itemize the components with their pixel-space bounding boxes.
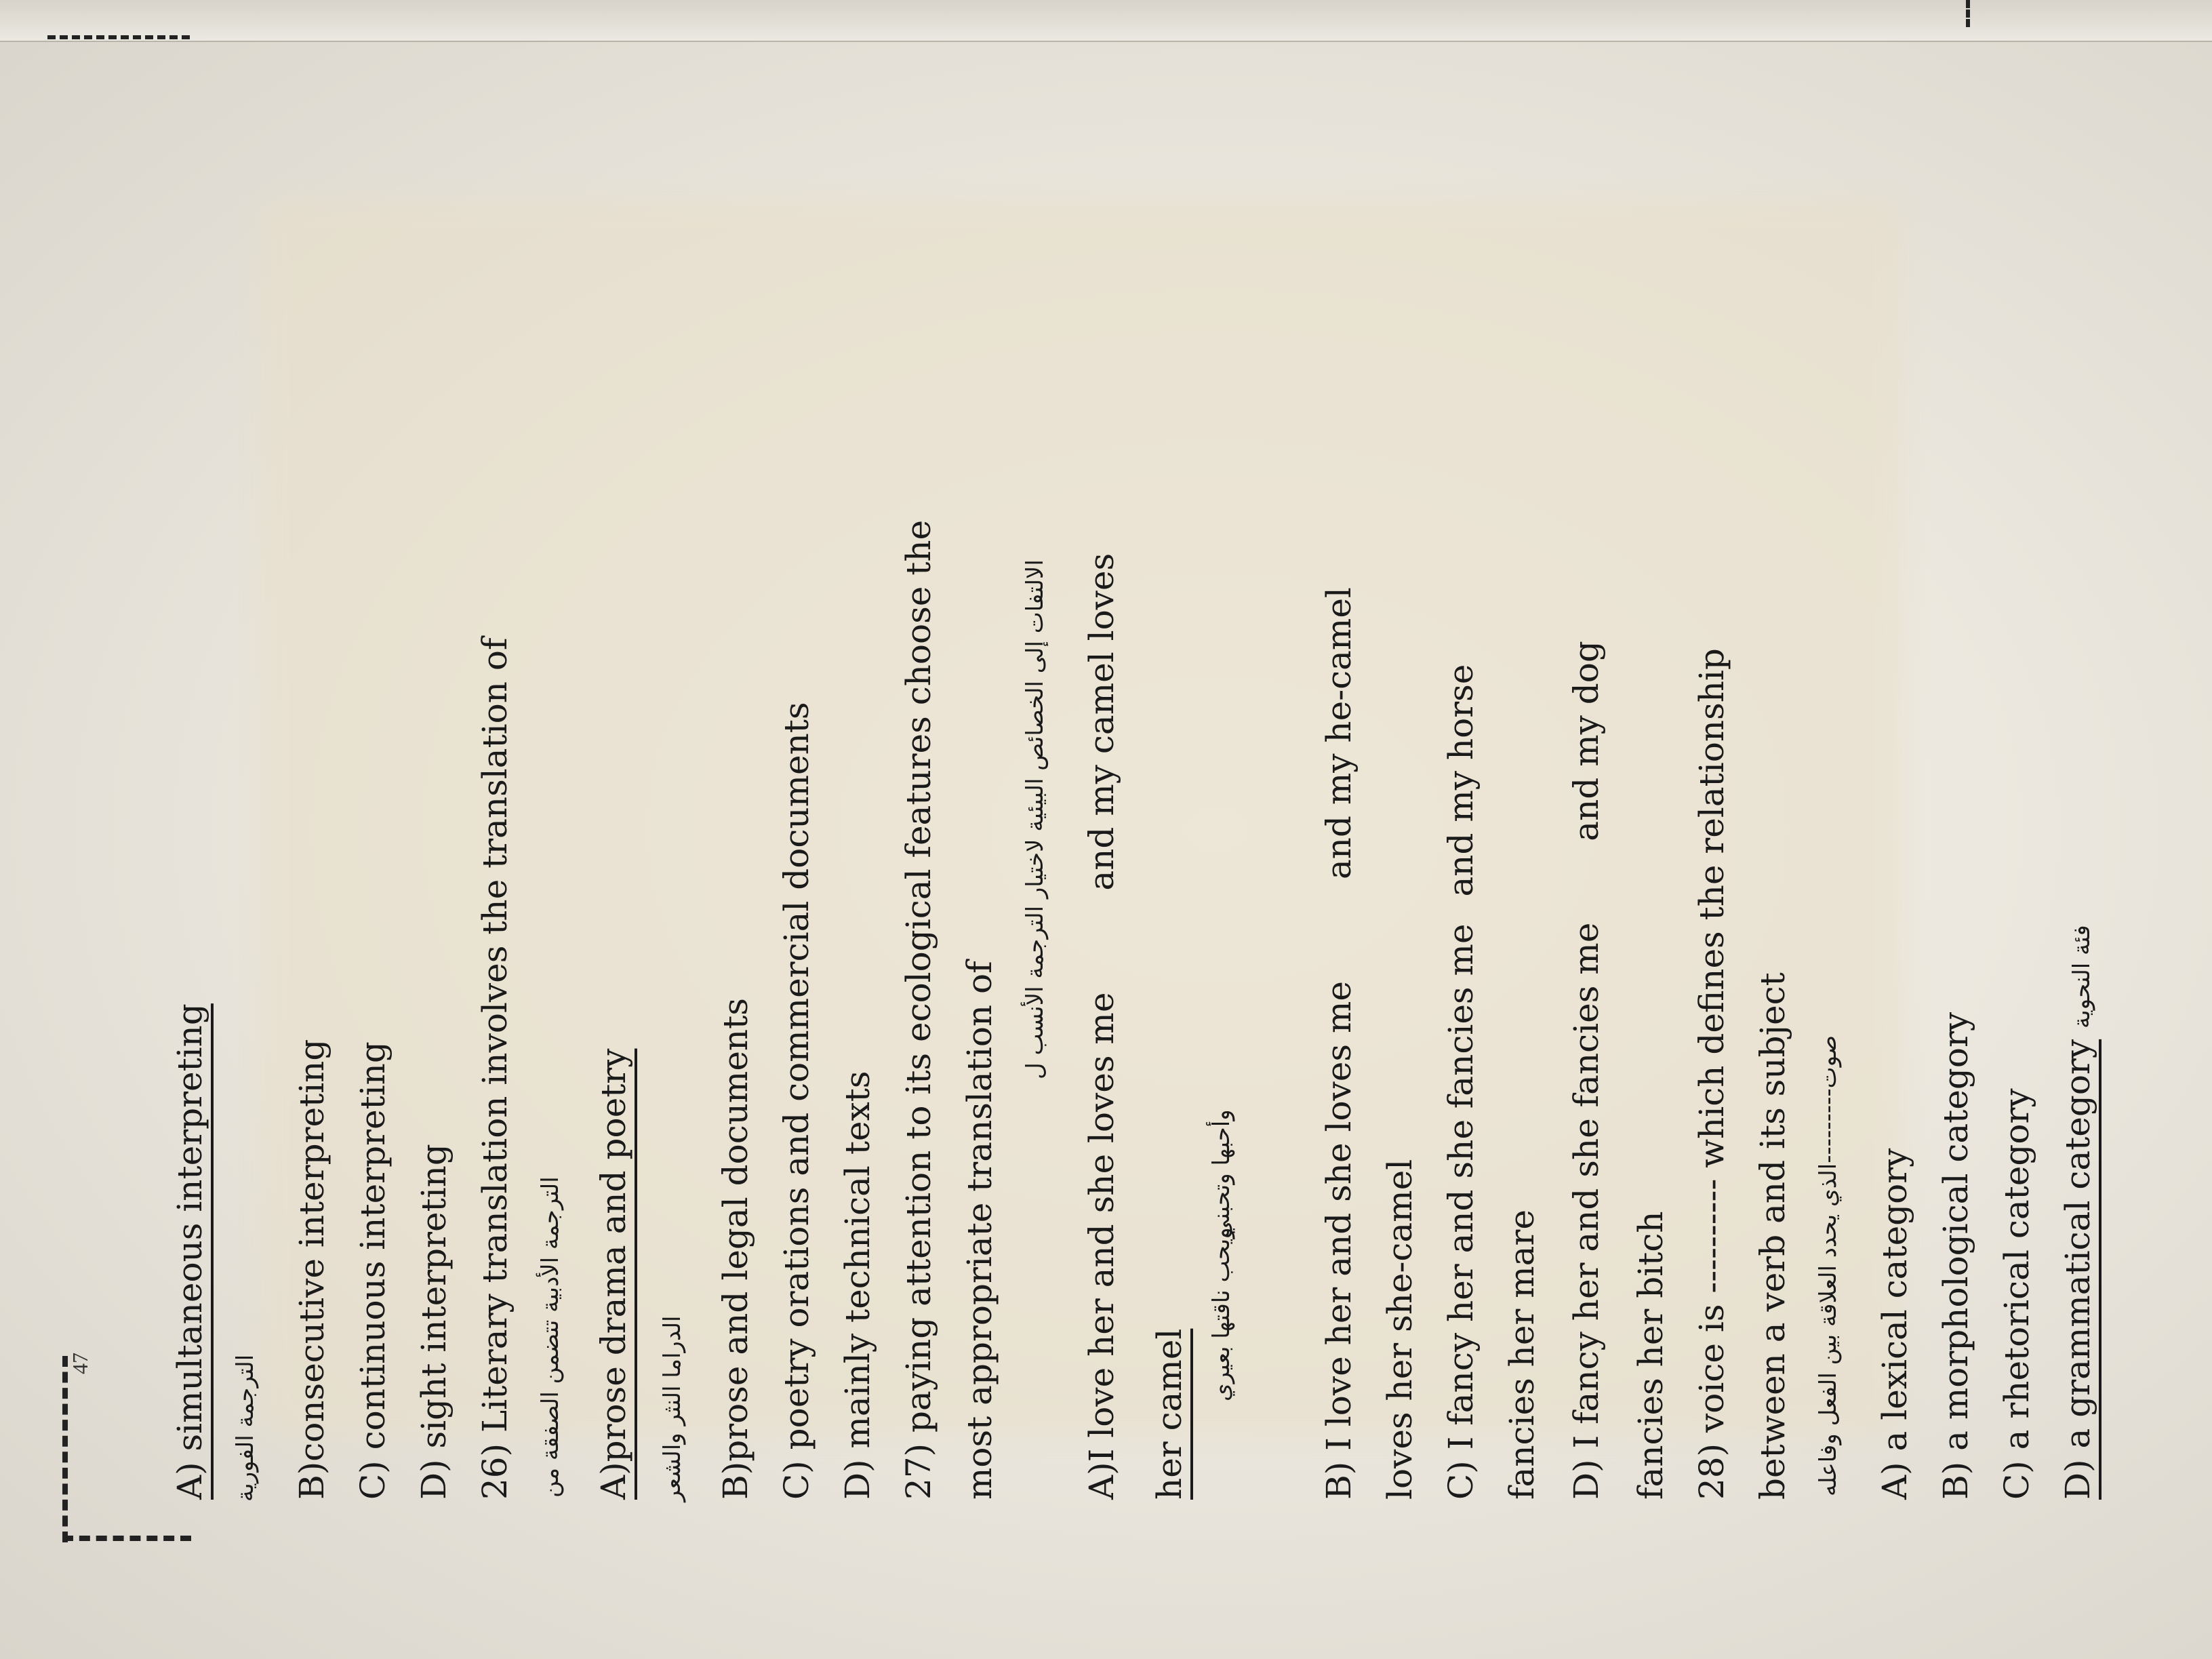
question-28: 28) voice is ---------- which defines the relationship [1692,648,1731,1500]
answer-d-part1: D) I fancy her and she fancies me [1567,922,1606,1500]
answer-d-cont: fancies her bitch [1631,1211,1670,1500]
page-number: 47 [68,1353,92,1374]
answer-c: C) continuous interpreting [353,1041,393,1500]
answer-d-part2: and my dog [1567,641,1606,841]
answer-a [1082,553,1121,1500]
answer-d [1567,641,1606,1500]
answer-c [1441,664,1481,1500]
answer-c: C) poetry orations and commercial documents [777,702,816,1500]
arabic-gloss: صوت---------الذي يحدد العلاقة بين الفعل وفاعله [1815,1035,1842,1496]
answer-a: A) simultaneous interpreting [170,1003,209,1500]
arabic-gloss: فئة النحوية [2068,925,2095,1029]
answer-a-part1: A)I love her and she loves me [1082,992,1121,1500]
answer-b: B)prose and legal documents [716,998,755,1500]
question-26: 26) Literary translation involves the translation of [475,637,515,1500]
answer-b: B)consecutive interpreting [292,1039,331,1500]
answer-a-part2: and my camel loves [1082,553,1121,891]
answer-b-cont: loves her she-camel [1380,1159,1420,1500]
arabic-quote-1: ويحب ناقتها بعيري [1208,1227,1235,1401]
answer-d: D) sight interpreting [414,1144,454,1500]
answer-d: D) mainly technical texts [838,1071,877,1500]
arabic-gloss: الترجمة الأدبية تتضمن الصفقة من [537,1176,564,1498]
arabic-gloss: الالتفات إلى الخصائص البيئية لاختيار الترجمة الأنسب ل [1022,559,1049,1079]
answer-b-part2: and my he-camel [1319,587,1359,880]
question-28-cont: between a verb and its subject [1753,972,1792,1500]
answer-a: A) a lexical category [1875,1148,1914,1500]
answer-c-cont: fancies her mare [1502,1210,1542,1500]
answer-a: A)prose drama and poetry [594,1048,633,1500]
answer-b [1319,587,1359,1500]
answer-b-part1: B) I love her and she loves me [1319,981,1359,1500]
answer-b: B) a morphological category [1936,1012,1975,1500]
answer-d-text: D) a grammatical category [2058,1039,2097,1500]
arabic-gloss: الدراما النثر والشعر [659,1315,686,1502]
question-27-cont: most appropriate translation of [960,961,999,1500]
answer-a-cont: her camel [1150,1328,1189,1500]
question-27: 27) paying attention to its ecological features choose the [899,519,938,1500]
arabic-gloss: الترجمة الفورية [232,1354,259,1502]
answer-d [2058,925,2097,1500]
answer-c-part2: and my horse [1441,664,1481,897]
arabic-quote-2: وأحبها وتحبني [1208,1109,1235,1239]
answer-c: C) a rhetorical category [1997,1088,2036,1500]
answer-c-part1: C) I fancy her and she fancies me [1441,923,1481,1500]
